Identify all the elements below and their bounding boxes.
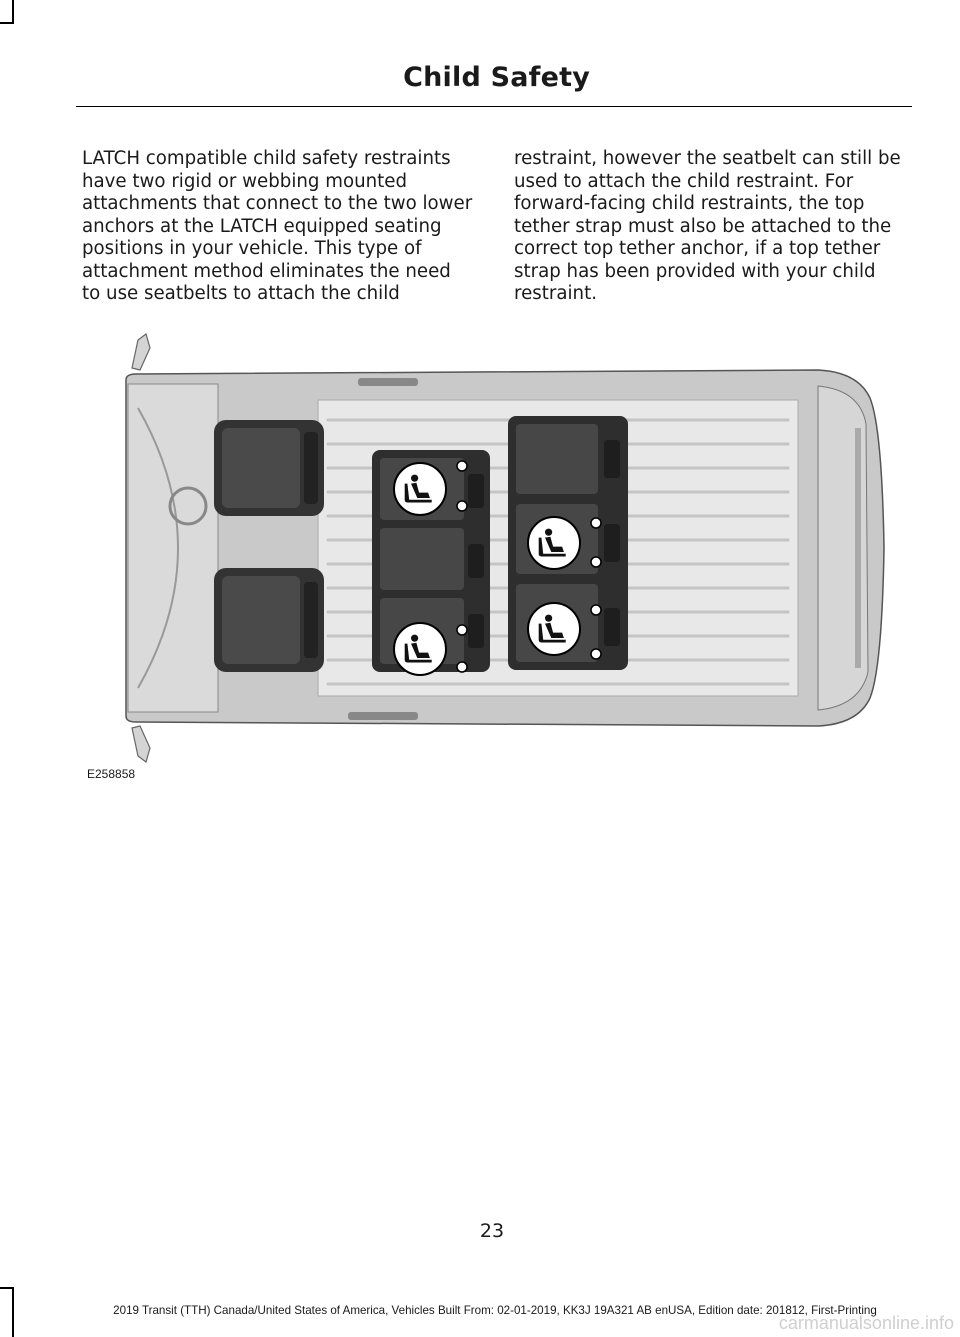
text-line: to use seatbelts to attach the child: [82, 283, 400, 304]
text-line: have two rigid or webbing mounted: [82, 170, 407, 192]
text-line: used to attach the child restraint. For: [514, 170, 854, 192]
text-line: restraint, however the seatbelt can still be: [514, 148, 901, 169]
watermark: carmanualsonline.info: [778, 1313, 954, 1333]
header-rule: [76, 106, 912, 107]
cab-area: [128, 384, 218, 712]
figure-code: E258858: [87, 767, 136, 781]
text-line: correct top tether anchor, if a top tether: [514, 238, 881, 259]
text-line: attachments that connect to the two lower: [82, 193, 473, 214]
crop-mark-top-left-v: [12, 0, 14, 22]
driver-seat: [214, 420, 324, 516]
page-number: 23: [479, 1220, 505, 1242]
right-text-column: [514, 148, 910, 306]
text-line: attachment method eliminates the need: [82, 260, 451, 282]
left-mirror: [132, 334, 150, 370]
passenger-seat: [214, 568, 324, 672]
text-line: positions in your vehicle. This type of: [82, 238, 422, 259]
side-rail-top: [358, 378, 418, 386]
text-line: tether strap must also be attached to the: [514, 215, 892, 237]
text-line: strap has been provided with your child: [514, 260, 876, 282]
crop-mark-top-left-h: [0, 22, 14, 24]
page-title: Child Safety: [403, 62, 590, 93]
right-mirror: [132, 726, 150, 762]
text-line: LATCH compatible child safety restraints: [82, 148, 451, 169]
text-line: anchors at the LATCH equipped seating: [82, 215, 442, 237]
side-rail-bottom: [348, 712, 418, 720]
left-text-column: [82, 148, 478, 306]
text-line: forward-facing child restraints, the top: [514, 193, 865, 214]
van-seating-diagram: [118, 328, 888, 768]
text-line: restraint.: [514, 283, 597, 304]
footer-text: 2019 Transit (TTH) Canada/United States of America, Vehicles Built From: 02-01-2019, KK3J 19A321 AB enUSA, Edition date: 201812, First-Printing: [113, 1304, 877, 1317]
